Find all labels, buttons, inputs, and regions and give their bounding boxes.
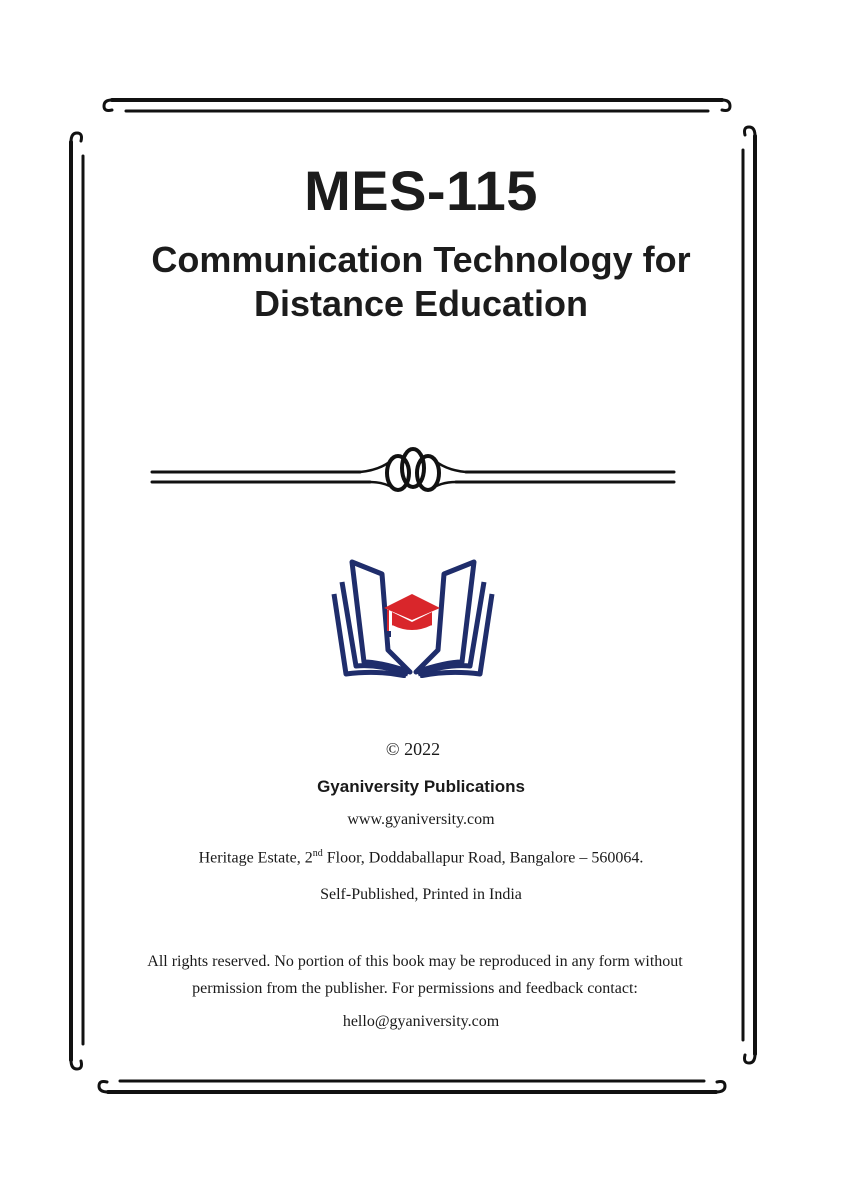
publisher-address: [90, 848, 752, 867]
address-part-1: Heritage Estate, 2: [198, 849, 313, 867]
rights-statement: [100, 948, 730, 1002]
printing-info: Self-Published, Printed in India: [320, 886, 522, 903]
address-part-2: Floor, Doddaballapur Road, Bangalore – 560064.: [322, 849, 644, 867]
open-book-graduation-cap-icon: [330, 552, 496, 678]
book-title: [100, 238, 742, 326]
ornamental-divider: [150, 440, 676, 500]
address-superscript: nd: [312, 848, 323, 859]
course-code: MES-115: [304, 159, 538, 222]
copyright-notice: © 2022: [385, 739, 441, 759]
book-title-line-1: Communication Technology for: [151, 239, 691, 280]
publisher-name: Gyaniversity Publications: [317, 777, 525, 796]
contact-email: hello@gyaniversity.com: [342, 1013, 500, 1030]
publisher-website: www.gyaniversity.com: [347, 811, 495, 828]
rights-line-1: All rights reserved. No portion of this book may be reproduced in any form without: [147, 953, 683, 970]
book-title-line-2: Distance Education: [253, 283, 589, 324]
rights-line-2: permission from the publisher. For permissions and feedback contact:: [192, 980, 638, 997]
